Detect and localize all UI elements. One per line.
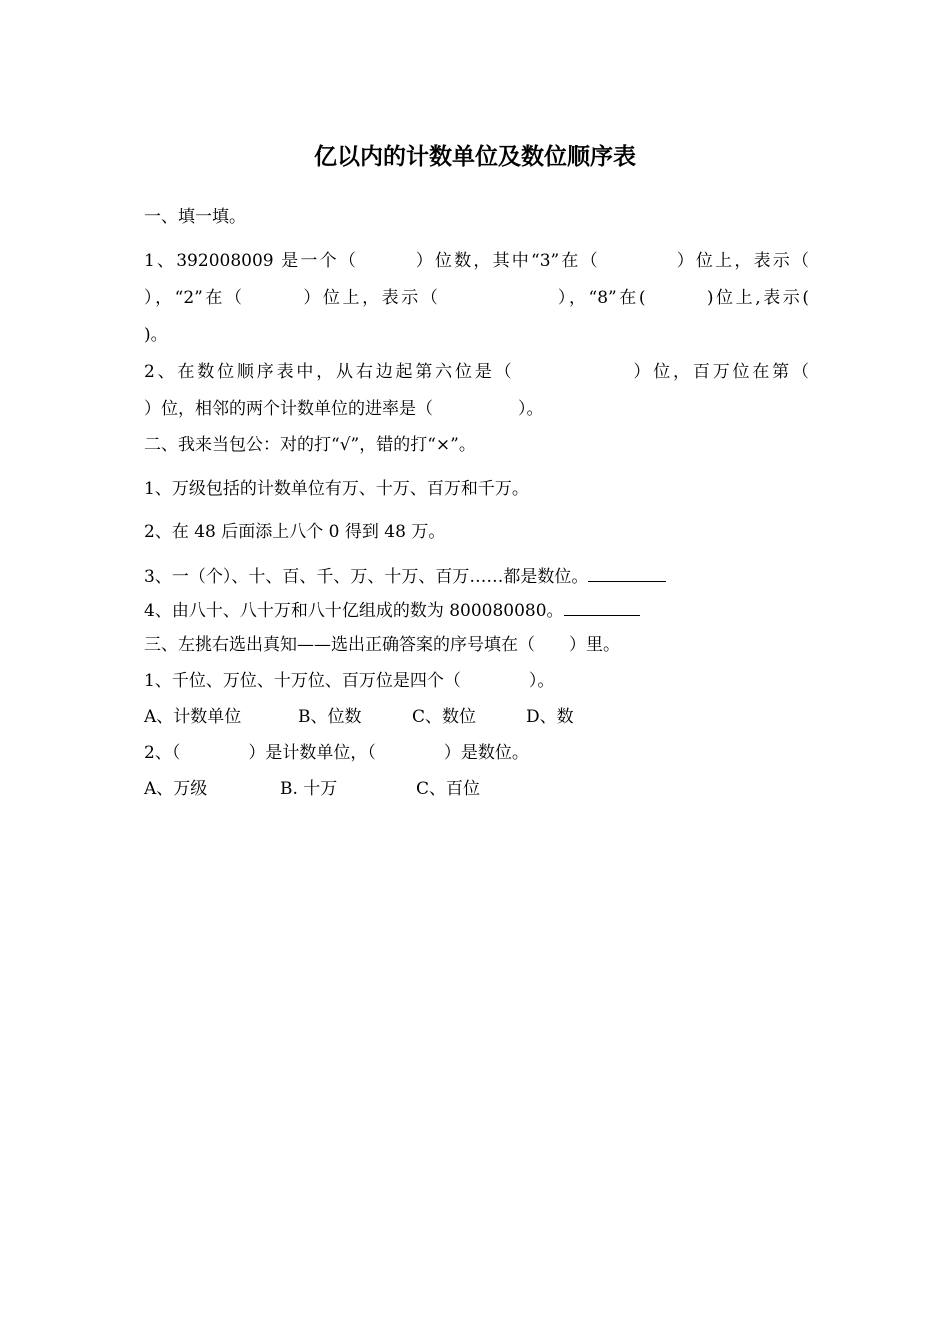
judge-item-1: 1、万级包括的计数单位有万、十万、百万和千万。 [144,479,529,499]
section-3-heading: 三、左挑右选出真知——选出正确答案的序号填在（ ）里。 [144,635,620,655]
judge-item-2: 2、在 48 后面添上八个 0 得到 48 万。 [144,522,446,542]
option-b: B、位数 [298,707,362,727]
option-d: D、数 [526,707,574,727]
judge-item-4-text: 4、由八十、八十万和八十亿组成的数为 800080080。 [144,601,564,621]
section-1-heading: 一、填一填。 [144,207,246,227]
option-c: C、百位 [416,779,481,799]
page-title: 亿以内的计数单位及数位顺序表 [314,144,636,170]
q1-line-1: 1、392008009 是一个（ ）位数，其中“3”在（ ）位上，表示（ [144,251,809,271]
section-2-heading: 二、我来当包公：对的打“√”，错的打“×”。 [144,435,476,455]
answer-blank[interactable] [588,563,666,582]
q2-line-2: ）位，相邻的两个计数单位的进率是（ ）。 [144,399,544,419]
option-b: B. 十万 [280,779,338,799]
judge-item-3 [144,563,809,589]
q1-line-3: )。 [144,325,168,345]
judge-item-3-text: 3、一（个）、十、百、千、万、十万、百万……都是数位。 [144,567,589,587]
judge-item-4 [144,597,809,623]
choice-q1-stem: 1、千位、万位、十万位、百万位是四个（ ）。 [144,671,555,691]
q2-line-1: 2、在数位顺序表中，从右边起第六位是（ ）位，百万位在第（ [144,362,809,382]
q1-line-2: ），“2”在（ ）位上，表示（ ），“8”在( )位上,表示( [144,288,809,308]
option-c: C、数位 [412,707,477,727]
choice-q2-stem: 2、（ ）是计数单位，（ ）是数位。 [144,743,529,763]
option-a: A、计数单位 [144,707,242,727]
option-a: A、万级 [144,779,208,799]
answer-blank[interactable] [564,597,640,616]
